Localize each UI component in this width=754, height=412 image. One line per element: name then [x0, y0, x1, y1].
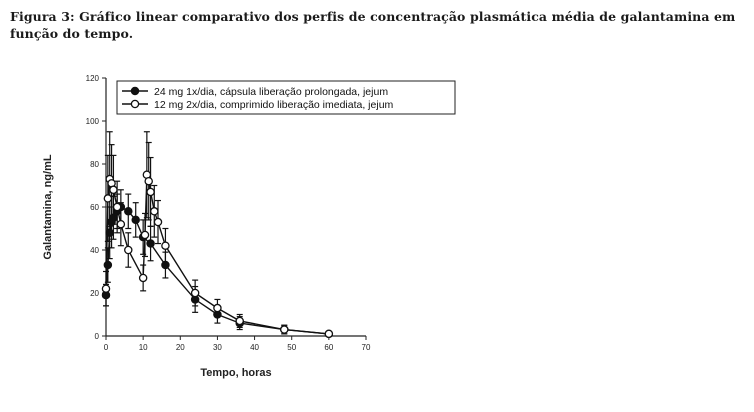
data-point	[104, 195, 111, 202]
x-tick-label: 20	[175, 343, 185, 352]
data-point	[154, 218, 161, 225]
x-tick-label: 0	[103, 343, 109, 352]
data-point	[281, 326, 288, 333]
data-point	[145, 178, 152, 185]
x-tick-label: 60	[324, 343, 334, 352]
data-point	[141, 231, 148, 238]
data-point	[140, 274, 147, 281]
data-point	[102, 285, 109, 292]
data-point	[214, 304, 221, 311]
y-tick-label: 0	[94, 332, 99, 341]
y-tick-label: 40	[90, 246, 99, 255]
data-point	[125, 208, 132, 215]
x-tick-label: 10	[138, 343, 148, 352]
y-tick-label: 60	[90, 203, 99, 212]
figure-caption: Figura 3: Gráfico linear comparativo dos perfis de concentração plasmática média de galantamina em função do tempo.	[10, 9, 736, 41]
x-tick-label: 50	[287, 343, 297, 352]
y-tick-label: 20	[90, 289, 99, 298]
legend-marker	[131, 87, 138, 94]
legend-label: 24 mg 1x/dia, cápsula liberação prolongada, jejum	[154, 86, 389, 98]
x-tick-label: 70	[361, 343, 371, 352]
data-point	[192, 289, 199, 296]
data-point	[151, 208, 158, 215]
data-point	[132, 216, 139, 223]
data-point	[104, 261, 111, 268]
x-axis-label: Tempo, horas	[200, 367, 272, 379]
data-point	[162, 242, 169, 249]
data-point	[325, 330, 332, 337]
data-point	[147, 188, 154, 195]
legend-marker	[131, 100, 138, 107]
y-tick-label: 120	[85, 74, 99, 83]
y-axis-label: Galantamina, ng/mL	[42, 154, 54, 260]
legend-label: 12 mg 2x/dia, comprimido liberação imediata, jejum	[154, 99, 394, 111]
data-point	[114, 203, 121, 210]
x-tick-label: 30	[212, 343, 222, 352]
data-point	[125, 246, 132, 253]
data-point	[236, 317, 243, 324]
series-2	[102, 132, 332, 338]
data-point	[147, 240, 154, 247]
data-point	[110, 186, 117, 193]
data-point	[117, 221, 124, 228]
legend	[117, 81, 455, 114]
x-tick-label: 40	[250, 343, 260, 352]
y-tick-label: 100	[85, 117, 99, 126]
series-layer	[102, 132, 332, 338]
y-tick-label: 80	[90, 160, 99, 169]
